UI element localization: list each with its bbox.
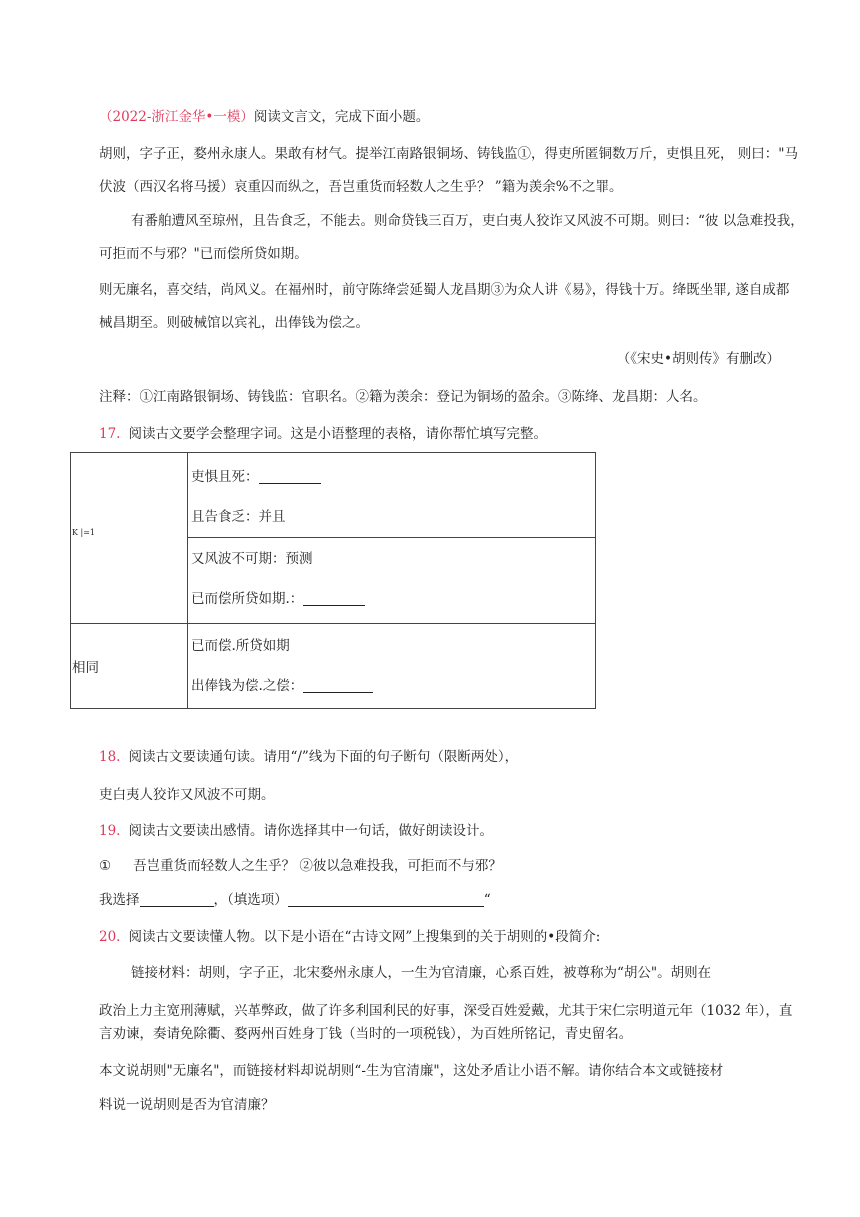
entry-line: [188, 666, 595, 706]
question-18: [99, 747, 518, 767]
entry-line: 已而偿.所贷如期: [191, 638, 290, 654]
question-19-answer: [99, 890, 491, 910]
passage-p3-line2: 械昌期至。则破械馆以宾礼，出俸钱为偿之。: [99, 315, 369, 331]
question-19-number: 19.: [99, 823, 121, 839]
category-label-garbled: K |=1: [72, 528, 96, 537]
answer-blank[interactable]: [303, 591, 365, 606]
question-18-sentence: 吏白夷人狡诈又风波不可期。: [99, 787, 275, 803]
table-cell-category: [71, 453, 188, 624]
question-17-text: 阅读古文要学会整理字词。这是小语整理的表格，请你帮忙填写完整。: [128, 426, 547, 442]
question-17-number: 17.: [99, 426, 121, 442]
question-20-number: 20.: [99, 929, 121, 945]
table-cell-entries: [188, 538, 596, 624]
question-20-text: 阅读古文要读懂人物。以下是小语在“古诗文网”上搜集到的关于胡则的•段简介:: [128, 929, 601, 945]
entry-line: 又风波不可期：预测: [191, 551, 313, 567]
answer-end: “: [483, 892, 491, 908]
options-text: 吾岂重货而轻数人之生乎？ ②彼以急难投我，可拒而不与邪？: [133, 858, 502, 874]
table-row: [71, 624, 596, 709]
vocab-table: [70, 452, 596, 709]
table-cell-category: [71, 624, 188, 709]
entry-line: [188, 457, 595, 497]
category-label-same: 相同: [72, 660, 99, 676]
table-cell-entries: [188, 453, 596, 538]
entry-text: 吏惧且死：: [191, 469, 259, 485]
option-choice-blank[interactable]: [140, 892, 214, 907]
entry-line: 且告食乏：并且: [191, 509, 286, 525]
link-material-line2: 政治上力主宽刑薄赋，兴革弊政，做了许多利国利民的好事，深受百姓爱戴，尤其于宋仁宗明道元年（1032 年），直: [99, 1003, 793, 1019]
passage-p2-line2: 可拒而不与邪？"已而偿所贷如期。: [99, 246, 308, 262]
passage-header: [99, 107, 429, 127]
table-cell-entries: [188, 624, 596, 709]
question-18-text: 阅读古文要读通句读。请用“/”线为下面的句子断句（限断两处），: [128, 749, 519, 765]
passage-p1-line2: 伏波（西汉名将马援）哀重囚而纵之，吾岂重货而轻数人之生乎？ ”籍为羡余%不之罪。: [99, 179, 623, 195]
answer-prefix: 我选择: [99, 892, 140, 908]
option-1-mark: ①: [99, 858, 112, 874]
question-19-options: [99, 856, 502, 876]
source-tag: （2022-浙江金华•一模）: [99, 109, 254, 125]
table-row: [71, 453, 596, 538]
question-19: [99, 821, 493, 841]
entry-text: 已而偿所贷如期.：: [191, 591, 304, 607]
question-17: [99, 424, 547, 444]
question-19-text: 阅读古文要读出感情。请你选择其中一句话，做好朗读设计。: [128, 823, 493, 839]
question-20-ask-line1: 本文说胡则"无廉名"，而链接材料却说胡则“-生为官清廉"，这处矛盾让小语不解。请你结合本文或链接材: [99, 1063, 724, 1079]
link-material-line1: 链接材料：胡则，字子正，北宋婺州永康人，一生为官清廉，心系百姓，被尊称为“胡公"。胡则在: [131, 965, 712, 981]
question-20-ask-line2: 料说一说胡则是否为官清廉？: [99, 1097, 275, 1113]
passage-p2-line1: 有番舶遭风至琼州，且告食乏，不能去。则命贷钱三百万，吏白夷人狡诈又风波不可期。则曰：“彼 以急难投我，: [131, 213, 804, 229]
reading-design-blank[interactable]: [288, 892, 484, 907]
notes: 注释：①江南路银铜场、铸钱监：官职名。②籍为羡余：登记为铜场的盈余。③陈绛、龙昌期：人名。: [99, 389, 707, 405]
entry-text: 出俸钱为偿.之偿：: [191, 678, 304, 694]
passage-p1-line1: 胡则，字子正，婺州永康人。果敢有材气。提举江南路银铜场、铸钱监①，得吏所匿铜数万斤，吏惧且死， 则曰："马: [99, 146, 798, 162]
entry-line: [188, 579, 595, 619]
question-20: [99, 927, 600, 947]
answer-blank[interactable]: [303, 678, 373, 693]
citation: （《宋史•胡则传》有删改）: [616, 351, 780, 367]
answer-blank[interactable]: [259, 469, 321, 484]
link-material-line3: 言劝谏，奏请免除衢、婺两州百姓身丁钱（当时的一项税钱），为百姓所铭记，青史留名。: [99, 1026, 633, 1042]
passage-p3-line1: 则无廉名，喜交结，尚风义。在福州时，前守陈绛尝延蜀人龙昌期③为众人讲《易》，得钱十万。绛既坐罪, 遂自成都: [99, 282, 790, 298]
question-18-number: 18.: [99, 749, 121, 765]
instruction: 阅读文言文，完成下面小题。: [253, 109, 430, 125]
answer-mid: ，（填选项）: [213, 892, 288, 908]
